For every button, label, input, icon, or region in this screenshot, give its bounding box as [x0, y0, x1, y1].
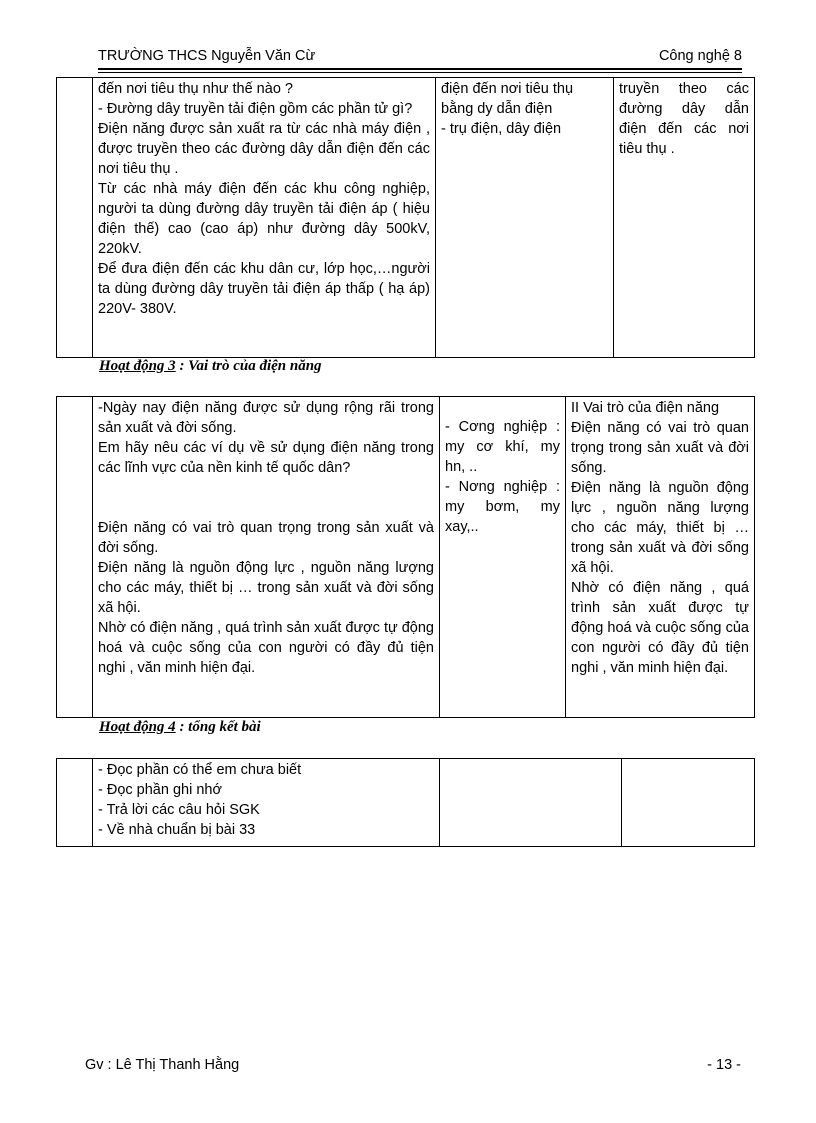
table3-line: - Đọc phần ghi nhớ — [98, 782, 222, 798]
table2-notes-line: Điện năng là nguồn động lực , nguồn năng lượng cho các máy, thiết bị … trong sản xuất và đời sống xã hội. — [571, 480, 749, 576]
table2-student-col — [440, 397, 566, 718]
table1-notes-col — [614, 78, 755, 358]
table1-student-line: điện đến nơi tiêu thụ bằng dy dẫn điện — [441, 81, 574, 117]
table3-col3 — [440, 759, 622, 847]
table1-col1 — [57, 78, 93, 358]
table2-content — [93, 397, 440, 718]
activity-3-label: Hoạt động 3 — [99, 358, 176, 374]
table2-line: -Ngày nay điện năng được sử dụng rộng rãi trong sản xuất và đời sống. — [98, 400, 434, 436]
lesson-table-1 — [56, 77, 755, 358]
table1-line: Điện năng được sản xuất ra từ các nhà máy điện , được truyền theo các đường dây dẫn điện đến các nơi tiêu thụ . — [98, 121, 430, 177]
teacher-name: Gv : Lê Thị Thanh Hằng — [85, 1057, 240, 1073]
table2-line: Điện năng là nguồn động lực , nguồn năng lượng cho các máy, thiết bị … trong sản xuất và đời sống xã hội. — [98, 560, 434, 616]
school-name: TRƯỜNG THCS Nguyễn Văn Cừ — [98, 48, 316, 64]
activity-4-heading — [99, 719, 261, 736]
table1-line: Để đưa điện đến các khu dân cư, lớp học,…người ta dùng đường dây truyền tải điện áp thấp ( hạ áp) 220V- 380V. — [98, 261, 430, 317]
table1-line: Từ các nhà máy điện đến các khu công nghiệp, người ta dùng đường dây truyền tải điện áp ( hiệu điện thế) cao (cao áp) như đường dây 500kV, 220kV. — [98, 181, 430, 257]
lesson-table-3 — [56, 758, 755, 847]
table2-notes-line: Điện năng có vai trò quan trọng trong sản xuất và đời sống. — [571, 420, 749, 476]
activity-4-label: Hoạt động 4 — [99, 719, 176, 735]
table3-line: - Về nhà chuẩn bị bài 33 — [98, 822, 256, 838]
table1-line: - Đường dây truyền tải điện gồm các phần tử gì? — [98, 101, 413, 117]
table2-notes-col — [566, 397, 755, 718]
table3-col4 — [622, 759, 755, 847]
page-footer — [85, 1057, 741, 1075]
table1-student-col — [436, 78, 614, 358]
header-rule-thick — [98, 68, 742, 70]
table3-content — [93, 759, 440, 847]
activity-3-heading — [99, 358, 322, 375]
table3-line: - Đọc phần có thể em chưa biết — [98, 762, 302, 778]
table2-line: Em hãy nêu các ví dụ về sử dụng điện năng trong các lĩnh vực của nền kinh tế quốc dân? — [98, 440, 434, 476]
table1-student-line: - trụ điện, dây điện — [441, 121, 562, 137]
table2-student-line: - Nơng nghiệp : my bơm, my xay,.. — [445, 479, 560, 535]
table1-content — [93, 78, 436, 358]
table2-spacer — [98, 478, 434, 518]
page-number: - 13 - — [707, 1057, 741, 1073]
table2-line: Điện năng có vai trò quan trọng trong sản xuất và đời sống. — [98, 520, 434, 556]
lesson-table-2 — [56, 396, 755, 718]
page-header — [98, 48, 742, 66]
header-rule-thin — [98, 72, 742, 73]
table2-notes-line: Nhờ có điện năng , quá trình sản xuất được tự động hoá và cuộc sống của con người có đầy đủ tiện nghi , văn minh hiện đại. — [571, 580, 749, 676]
table1-notes-line: truyền theo các đường dây dẫn điện đến các nơi tiêu thụ . — [619, 81, 749, 157]
table2-line: Nhờ có điện năng , quá trình sản xuất được tự động hoá và cuộc sống của con người có đầy đủ tiện nghi , văn minh hiện đại. — [98, 620, 434, 676]
table3-col1 — [57, 759, 93, 847]
activity-4-title: : tổng kết bài — [175, 719, 261, 735]
table2-col1 — [57, 397, 93, 718]
table3-line: - Trả lời các câu hỏi SGK — [98, 802, 260, 818]
table2-student-line: - Cơng nghiệp : my cơ khí, my hn, .. — [445, 419, 560, 475]
activity-3-title: : Vai trò của điện năng — [175, 358, 322, 374]
table1-line: đến nơi tiêu thụ như thế nào ? — [98, 81, 293, 97]
table2-notes-heading: II Vai trò của điện năng — [571, 400, 720, 416]
subject-name: Công nghệ 8 — [658, 48, 742, 64]
